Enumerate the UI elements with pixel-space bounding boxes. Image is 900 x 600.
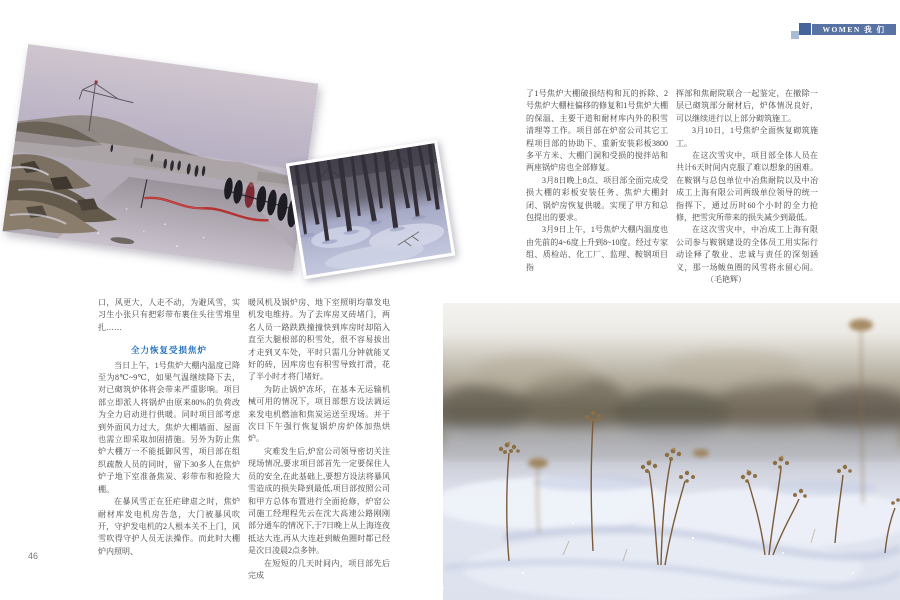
paragraph: 了1号焦炉大棚破损结构和瓦的拆除、2号焦炉大棚柱偏移的修复和1号焦炉大棚的保温、主要干道和耐材库内外的积雪清理等工作。项目部在炉窑公司其它工程项目部的协助下、重新安装彩板3800多平方米、大棚门洞和受损的搅拌站和两座锅炉房也全部修复。 (526, 89, 668, 173)
text-column-3 (526, 88, 668, 274)
paragraph: 3月10日，1号焦炉全面恢复砌筑施工。 (676, 126, 818, 148)
paragraph: 为防止锅炉冻坏，在基本无运输机械可用的情况下，项目部想方设法调运来发电机燃油和焦炭运送至现场。并于次日下午强行恢复锅炉房炉体加热烘炉。 (248, 384, 390, 444)
photo-snowy-forest (286, 140, 455, 279)
text-column-2 (248, 297, 390, 582)
paragraph-text: 在这次雪灾中，中冶成工上海有限公司参与鞍钢建设的全体员工用实际行动诠释了敬业、忠诚与责任的深刻涵义，那一场鲅鱼圈的风雪将永留心间。 (676, 225, 818, 272)
section-banner: WOMEN 我 们 (812, 24, 896, 35)
paragraph: 3月9日上午，1号焦炉大棚内温度也由先前的4~6度上升到8~10度。经过专家组、质检站、化工厂、监理、鞍钢项目指 (526, 225, 668, 272)
blizzard-site-illustration (3, 44, 319, 271)
photo-blizzard-construction-site (3, 44, 319, 271)
paragraph: 口，风更大，人走不动，为避风雪，实习生小张只有把彩带布裹住头往雪堆里扎…… (98, 298, 240, 332)
logo-pixel-icon (799, 23, 811, 35)
paragraph: 挥部和焦耐院联合一起鉴定，在撤除一层已砌筑部分耐材后，炉体情况良好，可以继续进行以上部分砌筑施工。 (676, 89, 818, 123)
text-column-4 (676, 88, 818, 287)
section-heading: 全力恢复受损焦炉 (130, 345, 207, 356)
paragraph: 在暴风雪正在狂疟肆虐之时，焦炉耐材库发电机房告急，大门被暴风吹开，守护发电机的2人根本关不上门，风雪吹得守护人员无法操作。而此时大棚炉内照明、 (98, 497, 240, 556)
byline: （毛艳辉） (706, 275, 746, 285)
paragraph: 当日上午，1号焦炉大棚内温度已降至为8℃~9℃，如果气温继续降下去，对已砌筑炉体将会带来严重影响。项目部立即派人将锅炉由原来80%的负荷改为全力启动进行供暖。同时项目部考虑到外面风力过大，焦炉大棚墙面、屋面也需立即采取加固措施。另外为防止焦炉大棚万一不能抵御风雪，项目部在组织疏散人员的同时，留下30多人在焦炉炉子地下室准备焦炭、彩带布和抢险大棚。 (98, 360, 240, 494)
text-column-1 (98, 297, 240, 558)
dried-plants-illustration (443, 303, 900, 600)
snowy-forest-illustration (289, 143, 452, 276)
paragraph (676, 224, 818, 286)
paragraph: 灾难发生后,炉窑公司领导密切关注现场情况,要求项目部首先一定要保住人员的安全,在此基础上,要想方设法将暴风雪造成的损失降到最低,项目部按照公司和甲方总体布置进行全面抢修，炉窑公司施工经理程先云在沈大高速公路刚刚部分通车的情况下,于7日晚上从上海连夜抵达大连,再从大连赶到鲅鱼圈时都已经是次日凌晨2点多钟。 (248, 446, 390, 556)
paragraph: 在这次雪灾中，项目部全体人员在共计6天时间内克服了难以想象的困难。在鞍钢与总包单位中冶焦耐院以及中冶成工上海有限公司两级单位领导的统一指挥下，通过历时60个小时的全力抢修，把雪灾所带来的损失减少到最低。 (676, 151, 818, 223)
photo-dried-plants-in-snow (443, 303, 900, 600)
paragraph: 3月8日晚上8点、项目部全面完成受损大棚的彩板安装任务、焦炉大棚封闭、锅炉房恢复供暖。实现了甲方和总包提出的要求。 (526, 175, 668, 223)
paragraph: 在短短的几天时间内，项目部先后完成 (248, 558, 390, 580)
page-number: 46 (28, 551, 39, 561)
logo-pixel-icon (791, 31, 799, 39)
paragraph: 暖风机及锅炉房、地下室照明均靠发电机发电维持。为了去库房叉砖堵门，两名人员一路跌跌撞撞快到库房时却陷入直至大腿根部的积雪处，很不容易拔出才走到叉车处，平时只需几分钟就能叉好的砖，因库房也有积雪导致打滑，花了半小时才将门堵好。 (248, 298, 390, 382)
